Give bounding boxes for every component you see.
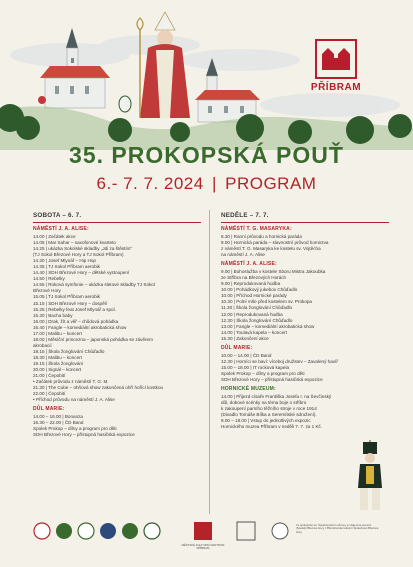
program-item: akrobacií <box>33 342 52 348</box>
section-heading: DŮL MARIE: <box>221 344 253 351</box>
program-item: 19.15 | Škola žonglování <box>33 360 84 366</box>
program-list <box>221 394 389 430</box>
program-item: • Příchod průvodu na náměstí J. A. Alise <box>33 397 115 403</box>
program-item: 10.00 | Pohádkový jukebox Chůďadlo <box>221 287 298 293</box>
program-list <box>33 414 201 438</box>
program-item: 12.30 | Horníci se baví: víceboj družstev – Zavalený havíř <box>221 358 338 364</box>
section-heading: NÁMĚSTÍ J. A. ALISE: <box>221 261 277 268</box>
program-item: 18.00 | Měsíční princezna – japonská pohádka se závěrem <box>33 336 153 342</box>
program-item: ze Stříbra na Březových Horách <box>221 275 287 281</box>
program-item: 15.30 | Bacha baby <box>33 312 73 318</box>
program-item: 16.30 – 22.00 | ČD Band <box>33 420 84 426</box>
program-item: 13.00 | Fangle – komediální akrobatická show <box>221 323 315 329</box>
sunday-column <box>221 212 389 430</box>
program-item: Březové Hory <box>33 288 61 294</box>
program-list <box>221 234 389 258</box>
cooperation-note: Ve spolupráci se: Společenstvím obnovy a vzájemné pomoci (Spolek) Březové Hory z Březohorské kulturní Společnost Březové Hory <box>296 523 379 534</box>
program-item: • Začátek průvodu z náměstí T. G. M. <box>33 379 109 385</box>
program-item: 21.00 | Čepobití <box>33 373 66 379</box>
program-item: 14.00 – 16.00 | Bonanza <box>33 414 83 420</box>
section-heading: HORNICKÉ MUZEUM: <box>221 385 276 392</box>
program-list <box>221 353 389 383</box>
program-item: 9.00 – 18.00 | Vstup do jednotlivých expozic <box>221 418 311 424</box>
program-item: na náměstí J. A. Alise <box>221 252 265 258</box>
program-item: (TJ Sokol Březové Hory a TJ Sokol Příbram) <box>33 252 124 258</box>
program-item: 14.00 | Toulavá kapela – koncert <box>221 329 287 335</box>
event-dates: 6.- 7. 7. 2024 <box>96 174 204 193</box>
sponsor-logo-3-icon <box>78 523 94 539</box>
program-item: 14.55 | Roková symfonie – ukázka sletové skladby TJ Sokol <box>33 282 155 288</box>
mkc-logo-icon <box>194 522 212 540</box>
sponsor-logo-2-icon <box>56 523 72 539</box>
program-item: k zakoupení parního těžního stroje v roce 1914 <box>221 406 317 412</box>
program-item: 10.00 – 14.00 | ČD Band <box>221 352 272 358</box>
footer <box>0 514 413 567</box>
program-item: SDH Březové Hory – přístupná hasičská expozice <box>221 376 323 382</box>
pribram-logo-icon <box>312 36 360 88</box>
subtitle-separator: | <box>211 174 217 193</box>
title-block <box>0 142 413 194</box>
miner-figure-icon <box>350 440 390 512</box>
saturday-sections <box>33 226 201 439</box>
program-item: 14.50 | Rebelky <box>33 276 65 282</box>
program-item: Spolek Prokop – dílny a program pro děti <box>33 426 117 432</box>
program-item: 14.40 | SDH Březové Hory – dětské vystoupení <box>33 270 130 276</box>
hornicke-muzeum-logo-icon <box>237 522 255 540</box>
program-item: 14.05 | Mar Sahar – saxofonové kvarteto <box>33 240 116 246</box>
sunday-sections <box>221 226 389 430</box>
program-item: 14.00 | Začátek akce <box>33 234 76 239</box>
footer-sponsor-logos <box>0 514 413 567</box>
program-item: 16.40 | Fangle – komediální akrobatická show <box>33 324 127 330</box>
program-item: 12.30 | Škola žonglování Chůďadlo <box>221 317 293 323</box>
program-item: 17.00 | Malibu – koncert <box>33 330 82 336</box>
program-item: 15.05 | TJ Sokol Příbram aerobik <box>33 294 100 300</box>
saturday-column <box>33 212 201 439</box>
program-list <box>221 269 389 342</box>
program-item: 14.35 | TJ Sokol Příbram aerobik <box>33 264 100 270</box>
day-heading-saturday: SOBOTA – 6. 7. <box>33 212 201 223</box>
program-item: 9.00 | Reprodukovaná hudba <box>221 281 281 287</box>
program-item: 12.00 | Reprodukovaná hudba <box>221 311 283 317</box>
event-subtitle <box>0 174 413 194</box>
program-item: Hornického muzea Příbram v neděli 7. 7. za 1 Kč. <box>221 424 323 430</box>
program-item: 15.30 | Zakončení akce <box>221 335 269 341</box>
column-divider <box>209 210 210 514</box>
program-item: SDH Březové Hory – přístupná hasičská expozice <box>33 432 135 438</box>
program-item: 15.25 | Rebelky feat Josef Mlynář a spol. <box>33 306 116 312</box>
program-label: PROGRAM <box>225 174 317 193</box>
program-item: 14.25 | ukázka Sokolské skladby „Jdi za štěstím“ <box>33 246 132 252</box>
sponsor-logo-1-icon <box>34 523 50 539</box>
program-item: 9.00 | Hornická paráda – slavnostní průvod hornictva <box>221 240 329 246</box>
program-item: důl, dobové scénky na téma boje o stříbro <box>221 400 307 406</box>
program-item: 14.30 | Josef Mlynář – Hip Hop <box>33 258 96 264</box>
sponsor-label: MĚSTSKÉ KULTURNÍ CENTRUM PŘÍBRAM <box>181 543 225 551</box>
section-heading: NÁMĚSTÍ T. G. MASARYKA: <box>221 226 292 232</box>
section-heading: DŮL MARIE: <box>33 406 65 413</box>
program-item: 14.00 | Přijezd císaře Františka Josefa I. na Ševčinský <box>221 393 332 399</box>
program-item: (Divadlo Tomáše Bílka a Seremítské sdružení). <box>221 412 317 418</box>
program-item: z náměstí T. G. Masaryka ke kostelu sv. Vojtěcha <box>221 246 321 252</box>
program-item: 15.00 – 18.00 | IT rocková kapela <box>221 364 290 370</box>
sponsor-logo-4-icon <box>100 523 116 539</box>
program-item: 8.30 | Ranní průvodu a hornická paráda <box>221 234 302 239</box>
sponsor-logo-6-icon <box>144 523 160 539</box>
section-heading: NÁMĚSTÍ J. A. ALISE: <box>33 226 89 232</box>
program-item: 21.30 | The Cube – ohňová show zakončená ohří hořící kostkou <box>33 385 164 391</box>
program-item: 10.00 | Příchod Hornické parády <box>221 293 287 299</box>
program-item: 22.00 | Čepobití <box>33 391 66 397</box>
program-item: 18.30 | Malibu – koncert <box>33 354 82 360</box>
program-item: 11.30 | Škola žonglování Chůďadlo <box>221 305 293 311</box>
program-list <box>33 234 201 403</box>
program-item: Spolek Prokop – dílny a program pro děti <box>221 370 305 376</box>
sponsor-logo-5-icon <box>122 523 138 539</box>
event-title: 35. PROKOPSKÁ POUŤ <box>69 142 344 168</box>
program-item: 16.00 | Drak, žít a věř – chůdová pohádka <box>33 318 119 324</box>
program-item: 10.30 | Polní mše před kostelem sv. Prokopa <box>221 299 312 305</box>
program-item: 9.00 | Bohoslužba v kostele Sboru Mistra Jakoubka <box>221 269 326 275</box>
partner-logo-icon <box>272 523 288 539</box>
pribram-logo-text: PŘÍBRAM <box>310 82 362 93</box>
program-item: 18.15 | Škola žonglování Chůďadlo <box>33 348 105 354</box>
program-item: 20.00 | Signál – koncert <box>33 367 82 373</box>
day-heading-sunday: NEDĚLE – 7. 7. <box>221 212 389 223</box>
program-item: 15.15 | SDH Březové Hory – dospělí <box>33 300 107 306</box>
